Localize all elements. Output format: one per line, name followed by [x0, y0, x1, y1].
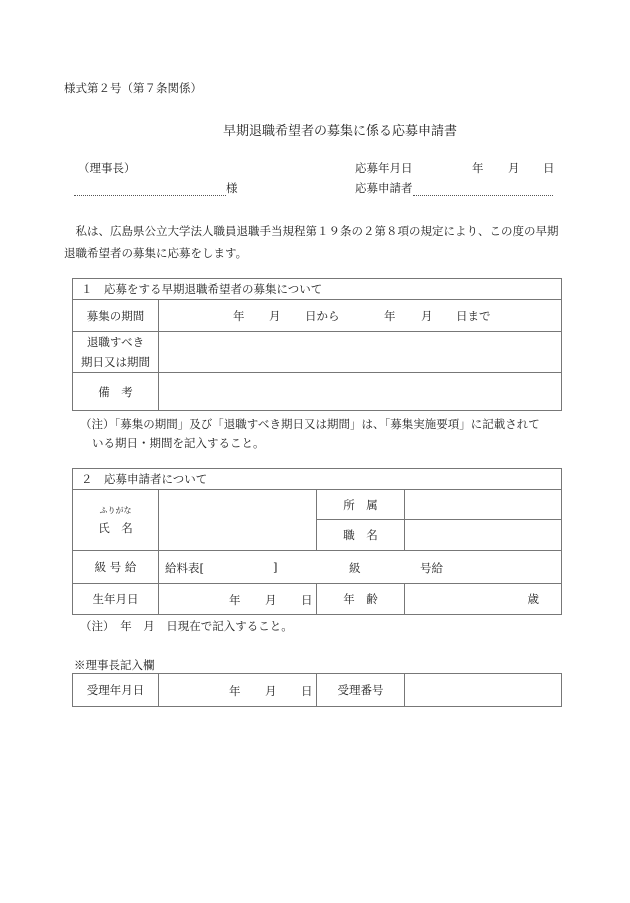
- remarks-label: 備 考: [73, 373, 159, 411]
- retirement-date-label: [73, 332, 159, 373]
- received-date-label: 受理年月日: [73, 674, 159, 707]
- addressee-name-field[interactable]: [74, 183, 226, 196]
- birth-day: 日: [301, 593, 313, 607]
- grade-field[interactable]: [159, 551, 562, 584]
- received-day: 日: [301, 684, 313, 698]
- form-number: 様式第２号（第７条関係）: [64, 81, 202, 95]
- applicant-line: [355, 180, 553, 196]
- section1-table: [72, 278, 562, 411]
- applicant-name-field[interactable]: [413, 183, 553, 196]
- from-day: 日から: [305, 309, 340, 323]
- section2-header: ２ 応募申請者について: [73, 469, 562, 490]
- received-number-label: 受理番号: [317, 674, 405, 707]
- declaration-text: 私は、広島県公立大学法人職員退職手当規程第１９条の２第８項の規定により、この度の早期退職希望者の募集に応募をします。: [64, 224, 559, 260]
- affiliation-field[interactable]: [405, 490, 562, 520]
- remarks-field[interactable]: [159, 373, 562, 411]
- period-label: 募集の期間: [73, 300, 159, 332]
- birth-month: 月: [265, 593, 277, 607]
- birthdate-field[interactable]: [159, 584, 317, 615]
- affiliation-label: 所 属: [317, 490, 405, 520]
- to-month: 月: [421, 309, 433, 323]
- to-day: 日まで: [456, 309, 491, 323]
- job-title-field[interactable]: [405, 520, 562, 551]
- furigana-label: ふりがな: [99, 505, 132, 515]
- step-unit: 号給: [420, 561, 443, 575]
- retirement-date-field[interactable]: [159, 332, 562, 373]
- section2-table: [72, 468, 562, 615]
- honorific: 様: [226, 181, 238, 195]
- addressee-label: （理事長）: [78, 161, 136, 175]
- birth-year: 年: [229, 593, 241, 607]
- received-year: 年: [229, 684, 241, 698]
- retirement-label-line1: 退職すべき: [86, 335, 145, 349]
- section2-note: （注） 年 月 日現在で記入すること。: [80, 619, 293, 633]
- grade-unit: 級: [349, 561, 361, 575]
- age-field[interactable]: [405, 584, 562, 615]
- from-month: 月: [269, 309, 281, 323]
- document-title: 早期退職希望者の募集に係る応募申請書: [222, 124, 457, 139]
- age-label: 年 齢: [317, 584, 405, 615]
- birthdate-label: 生年月日: [73, 584, 159, 615]
- section1-note-line2: いる期日・期間を記入すること。: [92, 436, 265, 450]
- name-field[interactable]: [159, 490, 317, 551]
- application-date-year: 年: [472, 161, 484, 175]
- chairman-section-title: ※理事長記入欄: [74, 658, 155, 672]
- name-label-cell: [73, 490, 159, 551]
- section1-header: １ 応募をする早期退職希望者の募集について: [73, 279, 562, 300]
- salary-table-label: 給料表[: [165, 561, 204, 575]
- to-year: 年: [384, 309, 396, 323]
- received-number-field[interactable]: [405, 674, 562, 707]
- received-month: 月: [265, 684, 277, 698]
- received-date-field[interactable]: [159, 674, 317, 707]
- application-date-label: 応募年月日: [355, 161, 413, 175]
- retirement-label-line2: 期日又は期間: [81, 355, 150, 369]
- section3-table: [72, 673, 562, 707]
- application-date-month: 月: [508, 161, 520, 175]
- salary-table-close: ]: [273, 560, 278, 574]
- grade-label: 級 号 給: [73, 551, 159, 584]
- section1-note-line1: （注）「募集の期間」及び「退職すべき期日又は期間」は、「募集実施要項」に記載されて: [80, 417, 540, 431]
- age-unit: 歳: [527, 592, 539, 606]
- period-field[interactable]: [159, 300, 562, 332]
- job-title-label: 職 名: [317, 520, 405, 551]
- applicant-label: 応募申請者: [355, 181, 413, 195]
- application-date-day: 日: [543, 161, 555, 175]
- from-year: 年: [233, 309, 245, 323]
- addressee-line: [74, 180, 238, 196]
- name-label: 氏 名: [98, 520, 133, 535]
